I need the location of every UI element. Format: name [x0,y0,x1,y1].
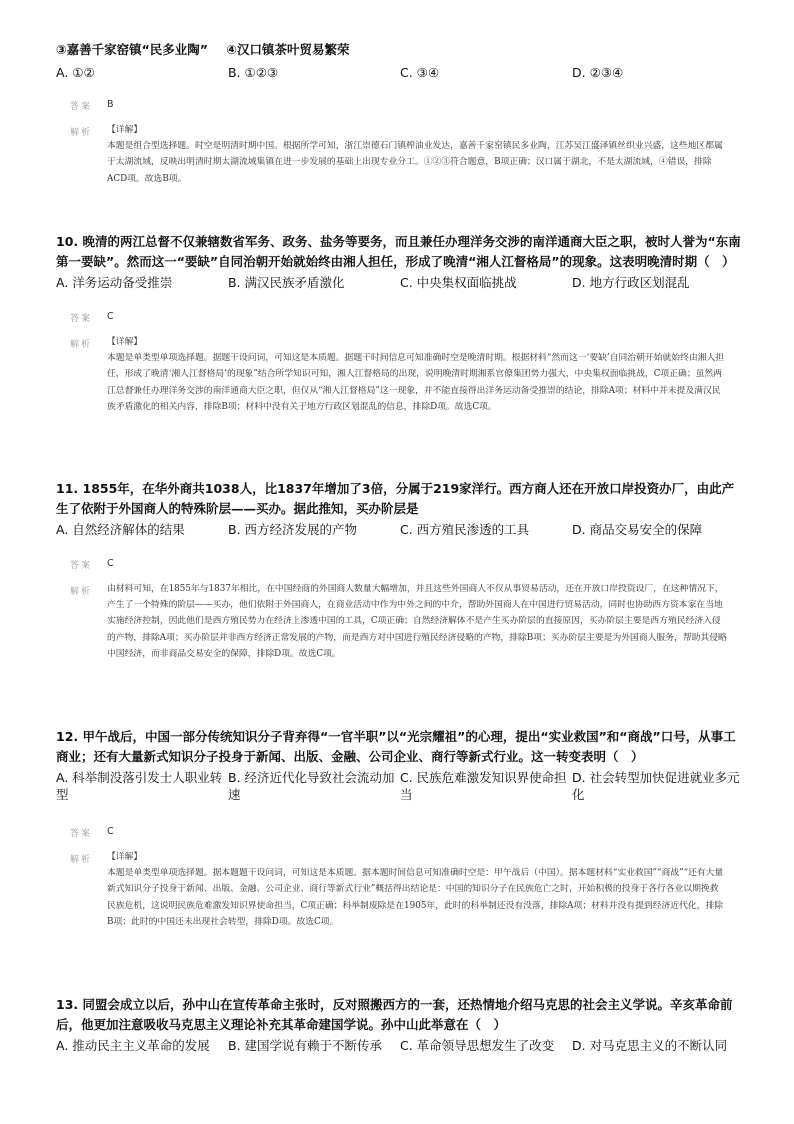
prev-explanation [107,122,727,187]
prev-item-4: ④汉口镇茶叶贸易繁荣 [226,42,350,57]
q11-option-b[interactable]: B. 西方经济发展的产物 [228,522,358,537]
q11-option-c[interactable]: C. 西方殖民渗透的工具 [400,522,530,537]
q12-option-c[interactable]: C. 民族危难激发知识界使命担当 [400,770,567,802]
q11-option-a[interactable]: A. 自然经济解体的结果 [56,522,185,537]
q11-explanation [107,581,727,662]
prev-question-items [56,40,349,58]
question-11-stem: 11. 1855年，在华外商共1038人，比1837年增加了3倍，分属于219家洋行。西方商人还在开放口岸投资办厂，由此产生了依附于外国商人的特殊阶层——买办。据此推知，买办阶层是 [56,481,735,516]
prev-answer: B [107,99,114,110]
q13-option-b[interactable]: B. 建国学说有赖于不断传承 [228,1038,383,1053]
prev-option-b[interactable]: B. ①②③ [228,65,279,80]
prev-answer-label: 答案 [70,102,93,112]
q13-option-c[interactable]: C. 革命领导思想发生了改变 [400,1038,555,1053]
q10-detail-header: 【详解】 [107,337,143,347]
q10-option-b[interactable]: B. 满汉民族矛盾激化 [228,275,345,290]
question-13-stem: 13. 同盟会成立以后，孙中山在宣传革命主张时，反对照搬西方的一套，还热情地介绍马克思的社会主义学说。辛亥革命前后，他更加注意吸收马克思主义理论补充其革命建国学说。孙中山此举意在（ ） [56,997,733,1032]
q10-explain-label: 解析 [70,340,93,350]
prev-explanation-text: 本题是组合型选择题。时空是明清时期中国。根据所学可知，浙江崇德石门镇榨油业发达，嘉善千家窑镇民多业陶，江苏吴江盛泽镇丝织业兴盛，这些地区都属于太湖流域，反映出明清时期太湖流域集镇在进一步发展的基础上出现专业分工。①②③符合题意，B项正确；汉口属于湖北，不是太湖流域，④错误，排除ACD项。故选B项。 [107,141,723,184]
q11-explanation-text: 由材料可知，在1855年与1837年相比，在中国经商的外国商人数量大幅增加，并且这些外国商人不仅从事贸易活动，还在开放口岸投资设厂，在这种情况下，产生了一个特殊的阶层——买办，他们依附于外国商人，在商业活动中作为中外之间的中介，帮助外国商人在中国进行贸易活动，同时也协助西方资本家在当地实施经济控制，因此他们是西方殖民势力在经济上渗透中国的工具，C项正确；自然经济解体不是产生买办阶层的直接原因，买办阶层主要是西方殖民经济入侵的产物，排除A项；买办阶层并非西方经济正常发展的产物，而是西方对中国进行殖民经济侵略的产物，排除B项；买办阶层主要是为外国商人服务，帮助其侵略中国经济，而非商品交易安全的保障，排除D项。故选C项。 [107,584,727,659]
q10-option-a[interactable]: A. 洋务运动备受推崇 [56,275,173,290]
q12-option-b[interactable]: B. 经济近代化导致社会流动加速 [228,770,395,802]
q12-option-a[interactable]: A. 科举制没落引发士人职业转型 [56,770,223,802]
q10-answer: C [107,311,114,322]
question-12-stem: 12. 甲午战后，中国一部分传统知识分子背弃得“一官半职”以“光宗耀祖”的心理，提出“实业救国”和“商战”口号，从事工商业；还有大量新式知识分子投身于新闻、出版、金融、公司企业、商行等新式行业。这一转变表明（ ） [56,729,736,764]
q13-option-a[interactable]: A. 推动民主主义革命的发展 [56,1038,210,1053]
question-10-stem: 10. 晚清的两江总督不仅兼辖数省军务、政务、盐务等要务，而且兼任办理洋务交涉的南洋通商大臣之职，被时人誉为“东南第一要缺”。然而这一“要缺”自同治朝开始就始终由湘人担任，形成了晚清“湘人江督格局”的现象。这表明晚清时期（ ） [56,234,741,269]
q10-explanation [107,334,727,415]
q11-answer-label: 答案 [70,561,93,571]
q12-explain-label: 解析 [70,855,93,865]
prev-option-d[interactable]: D. ②③④ [572,65,624,80]
q12-explanation [107,849,727,930]
q11-option-d[interactable]: D. 商品交易安全的保障 [572,522,703,537]
q12-option-d[interactable]: D. 社会转型加快促进就业多元化 [572,770,740,802]
q10-answer-label: 答案 [70,314,93,324]
q12-detail-header: 【详解】 [107,852,143,862]
prev-explain-label: 解析 [70,128,93,138]
q12-explanation-text: 本题是单类型单项选择题。据本题题干设问词，可知这是本质题。据本题时间信息可知准确时空是：甲午战后（中国）。据本题材料“实业救国”“商战”“还有大量新式知识分子投身于新闻、出版、金融、公司企业、商行等新式行业”概括得出结论是：中国的知识分子在民族危亡之时，开始积极的投身于各行各业以期挽救民族危机，这说明民族危难激发知识界使命担当，C项正确；科举制废除是在1905年，此时的科举制还没有没落，排除A项；材料并没有提到经济近代化，排除B项；此时的中国还未出现社会转型，排除D项。故选C项。 [107,868,724,927]
prev-detail-header: 【详解】 [107,125,143,135]
q10-explanation-text: 本题是单类型单项选择题。据题干设问词，可知这是本质题。据题干时间信息可知准确时空是晚清时期。根据材料“然而这一‘要缺’自同治朝开始就始终由湘人担任，形成了晚清‘湘人江督格局’的现象”结合所学知识可知，湘人江督格局的出现，说明晚清时期湘系官僚集团势力强大，中央集权面临挑战，C项正确；虽然两江总督兼任办理洋务交涉的南洋通商大臣之职，但仅从“湘人江督格局”这一现象，并不能直接得出洋务运动备受推崇的结论，排除A项；材料中并未提及满汉民族矛盾激化的相关内容，排除B项；材料中没有关于地方行政区划混乱的信息，排除D项。故选C项。 [107,353,725,412]
prev-option-a[interactable]: A. ①② [56,65,95,80]
q12-answer-label: 答案 [70,829,93,839]
q10-option-c[interactable]: C. 中央集权面临挑战 [400,275,517,290]
q11-answer: C [107,558,114,569]
q10-option-d[interactable]: D. 地方行政区划混乱 [572,275,690,290]
q11-explain-label: 解析 [70,587,93,597]
q12-answer: C [107,826,114,837]
q13-option-d[interactable]: D. 对马克思主义的不断认同 [572,1038,728,1053]
prev-item-3: ③嘉善千家窑镇“民多业陶” [56,42,209,57]
prev-option-c[interactable]: C. ③④ [400,65,440,80]
